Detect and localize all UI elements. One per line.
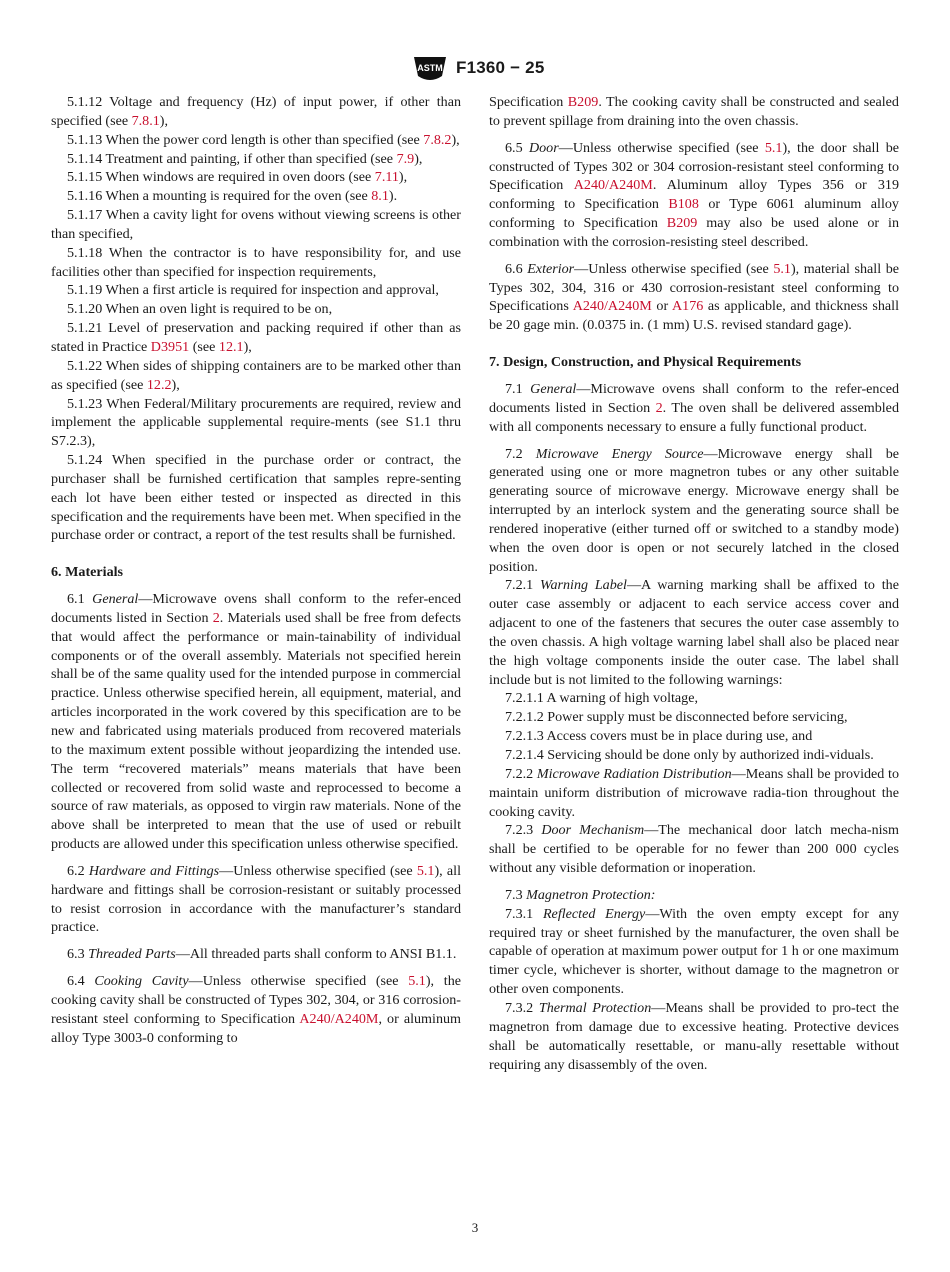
ref-link[interactable]: B108 xyxy=(668,196,699,213)
clause-5-1-12: 5.1.12 Voltage and frequency (Hz) of input power, if other than specified (see 7.8.1), xyxy=(51,94,461,129)
ref-link[interactable]: A240/A240M xyxy=(572,298,652,315)
left-column xyxy=(51,93,461,1048)
ref-link[interactable]: B209 xyxy=(567,94,599,110)
clause-5-1-14: 5.1.14 Treatment and painting, if other than specified (see 7.9), xyxy=(67,150,423,167)
clause-7-2-1-3: 7.2.1.3 Access covers must be in place during use, and xyxy=(505,728,813,745)
ref-link[interactable]: A240/A240M xyxy=(299,1010,379,1027)
clause-7-1: 7.1 General—Microwave ovens shall conform to the refer-enced documents listed in Section 2. The oven shall be delivered assembled with all components necessary to ensure a fully functional product. xyxy=(489,380,900,435)
clause-7-2-1: 7.2.1 Warning Label—A warning marking shall be affixed to the outer case assembly or adjacent to each service access cover and adjacent to one of the fasteners that secures the outer case assembly to the oven chassis. A high voltage warning label shall also be placed near the high voltage components inside the outer case. The label shall include but is not limited to the following warnings: xyxy=(489,577,899,688)
clause-5-1-18: 5.1.18 When the contractor is to have responsibility for, and use facilities other than specified for inspection requirements, xyxy=(51,244,461,280)
clause-6-3: 6.3 Threaded Parts—All threaded parts shall conform to ANSI B1.1. xyxy=(67,946,457,963)
clause-5-1-22: 5.1.22 When sides of shipping containers are to be marked other than as specified (see 12.2), xyxy=(51,357,461,393)
ref-link[interactable]: 7.9 xyxy=(396,150,415,167)
standard-designation: F1360 − 25 xyxy=(456,58,545,77)
clause-5-1-19: 5.1.19 When a first article is required for inspection and approval, xyxy=(67,282,439,299)
clause-7-2: 7.2 Microwave Energy Source—Microwave energy shall be generated using one or more magnetron tubes or any other suitable generating source of microwave energy. Microwave energy shall be interrupted by an interlock system and the generating source shall be rendered inoperative (either turned off or switched to a standby mode) when the oven door is open or not securely latched in the closed position. xyxy=(489,445,899,575)
ref-link[interactable]: A240/A240M xyxy=(573,177,653,194)
ref-link[interactable]: 5.1 xyxy=(764,139,783,156)
ref-link[interactable]: 2 xyxy=(212,609,220,626)
clause-5-1-20: 5.1.20 When an oven light is required to be on, xyxy=(67,301,333,318)
ref-link[interactable]: 5.1 xyxy=(773,260,791,277)
astm-logo xyxy=(410,54,450,84)
clause-6-4: 6.4 Cooking Cavity—Unless otherwise specified (see 5.1), the cooking cavity shall be constructed of Types 302, 304, or 316 corrosion-resistant steel conforming to Specification A240/A240M, or aluminum alloy Type 3003-0 conforming to xyxy=(51,973,462,1046)
clause-5-1-16: 5.1.16 When a mounting is required for the oven (see 8.1). xyxy=(67,188,398,205)
clause-6-1: 6.1 General—Microwave ovens shall conform to the refer-enced documents listed in Section 2. Materials used shall be free from defects that would affect the performance or main-tainability of individual components or of the overall assembly. Materials not specified herein shall be of the same quality used for the intended purpose in commercial practice. Unless otherwise specified herein, all equipment, material, and articles incorporated in the work covered by this specification are to be new and fabricated using materials produced from recovered materials to the maximum extent possible without jeopardizing the intended use. The term “recovered materials” means materials that have been collected or recovered from solid waste and reprocessed to become a source of raw materials, as opposed to virgin raw materials. None of the above shall be interpreted to mean that the use of used or rebuilt products are allowed under this specification unless otherwise specified. xyxy=(51,591,462,853)
clause-6-4-continued: Specification B209. The cooking cavity shall be constructed and sealed to prevent spillage from draining into the oven chassis. xyxy=(489,94,899,129)
clause-7-2-2: 7.2.2 Microwave Radiation Distribution—Means shall be provided to maintain uniform distribution of microwave radia-tion throughout the cooking cavity. xyxy=(489,765,899,820)
clause-5-1-23: 5.1.23 When Federal/Military procurements are required, review and implement the applicable supplemental require-ments (see S1.1 thru S7.2.3), xyxy=(51,395,461,450)
clause-7-3: 7.3 Magnetron Protection: xyxy=(505,886,656,903)
ref-link[interactable]: 7.8.2 xyxy=(423,131,452,148)
ref-link[interactable]: 7.11 xyxy=(374,169,399,186)
clause-7-3-2: 7.3.2 Thermal Protection—Means shall be provided to pro-tect the magnetron from damage due to excessive heating. Protective devices shall be automatically resettable, or manu-ally resettable without requiring any disassembly of the oven. xyxy=(489,999,899,1073)
ref-link[interactable]: 12.2 xyxy=(146,376,172,393)
section-heading-7: 7. Design, Construction, and Physical Requirements xyxy=(489,354,802,371)
clause-7-2-1-2: 7.2.1.2 Power supply must be disconnected before servicing, xyxy=(505,709,848,726)
right-column xyxy=(489,93,899,1074)
ref-link[interactable]: 5.1 xyxy=(416,862,435,879)
svg-text:ASTM: ASTM xyxy=(417,63,443,73)
clause-5-1-17: 5.1.17 When a cavity light for ovens without viewing screens is other than specified, xyxy=(51,207,461,242)
clause-7-2-3: 7.2.3 Door Mechanism—The mechanical door latch mecha-nism shall be certified to be operable for no fewer than 200 000 cycles without any visible deformation or inoperation. xyxy=(489,822,899,877)
ref-link[interactable]: 5.1 xyxy=(408,973,426,990)
ref-link[interactable]: D3951 xyxy=(150,338,190,355)
section-heading-6: 6. Materials xyxy=(51,564,124,581)
clause-5-1-15: 5.1.15 When windows are required in oven doors (see 7.11), xyxy=(67,169,408,186)
clause-7-3-1: 7.3.1 Reflected Energy—With the oven empty except for any required tray or sheet furnished by the manufacturer, the oven shall be capable of operation at maximum power output for 1 h or one maximum timer cycle, whichever is shorter, without damage to the magnetron or other oven components. xyxy=(489,905,899,998)
clause-5-1-21: 5.1.21 Level of preservation and packing required if other than as stated in Practice D3951 (see 12.1), xyxy=(51,320,461,355)
ref-link[interactable]: A176 xyxy=(671,298,704,315)
ref-link[interactable]: 2 xyxy=(655,399,663,416)
ref-link[interactable]: 8.1 xyxy=(371,188,389,205)
clause-5-1-24: 5.1.24 When specified in the purchase order or contract, the purchaser shall be furnished certification that samples repre-senting each lot have been either tested or inspected as directed in this specification and the requirements have been met. When specified in the purchase order or contract, a report of the test results shall be furnished. xyxy=(51,452,461,544)
clause-6-5: 6.5 Door—Unless otherwise specified (see 5.1), the door shall be constructed of Types 302 or 304 corrosion-resistant steel conforming to Specification A240/A240M. Aluminum alloy Types 356 or 319 conforming to Specification B108 or Type 6061 aluminum alloy conforming to Specification B209 may also be used alone or in combination with the corrosion-resisting steel described. xyxy=(489,139,899,250)
clause-6-2: 6.2 Hardware and Fittings—Unless otherwise specified (see 5.1), all hardware and fittings shall be corrosion-resistant or suitably processed to resist corrosion in accordance with the manufacturer’s standard practice. xyxy=(51,862,462,936)
ref-link[interactable]: 12.1 xyxy=(218,338,244,355)
page-header xyxy=(0,52,950,88)
ref-link[interactable]: 7.8.1 xyxy=(131,112,160,129)
page-number: 3 xyxy=(471,1220,479,1235)
ref-link[interactable]: B209 xyxy=(666,215,698,232)
clause-7-2-1-4: 7.2.1.4 Servicing should be done only by authorized indi-viduals. xyxy=(505,747,874,763)
clause-6-6: 6.6 Exterior—Unless otherwise specified (see 5.1), material shall be Types 302, 304, 316 or 430 corrosion-resistant steel conforming to Specifications A240/A240M or A176 as applicable, and thickness shall be 20 gage min. (0.0375 in. (1 mm) U.S. revised standard gage). xyxy=(489,260,899,334)
clause-7-2-1-1: 7.2.1.1 A warning of high voltage, xyxy=(505,690,698,707)
clause-5-1-13: 5.1.13 When the power cord length is other than specified (see 7.8.2), xyxy=(67,131,460,148)
